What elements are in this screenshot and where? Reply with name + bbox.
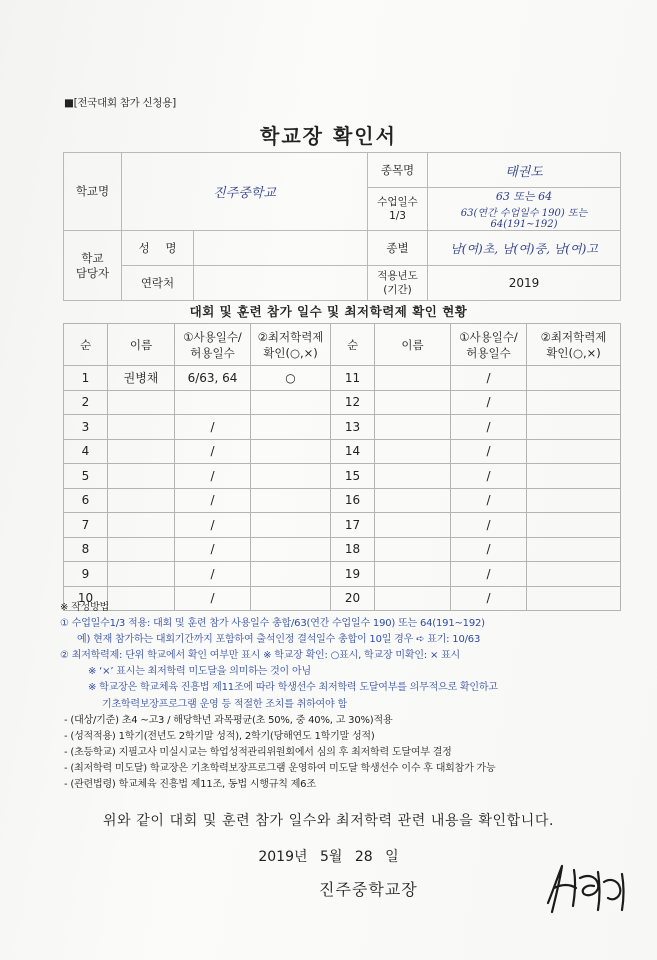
col-header-name: 이름 <box>108 324 175 366</box>
form-type-tag: ■[전국대회 참가 신청용] <box>64 97 176 109</box>
row-check <box>527 415 621 440</box>
row-no: 10 <box>64 586 108 611</box>
col-header-min-line1: ②최저학력제 <box>257 329 324 344</box>
notes-heading: ※ 작성방법 <box>60 602 109 613</box>
row-no: 17 <box>331 513 375 538</box>
col-header-days-right <box>451 324 527 366</box>
col-header-min <box>251 324 331 366</box>
event-label: 종목명 <box>368 153 428 188</box>
row-check <box>527 439 621 464</box>
row-no: 6 <box>64 488 108 513</box>
col-header-name-right: 이름 <box>375 324 451 366</box>
row-days <box>175 390 251 415</box>
table-row <box>64 537 621 562</box>
note-2: ② 최저학력제: 단위 학교에서 확인 여부만 표시 ※ 학교장 확인: ○표시, 학교장 미확인: × 표시 <box>60 650 461 662</box>
category-value: 남(여)초, 남(여)중, 남(여)고 <box>428 231 621 266</box>
school-staff-label <box>64 231 122 301</box>
school-name-value: 진주중학교 <box>122 153 368 231</box>
row-no: 5 <box>64 464 108 489</box>
row-days: / <box>175 513 251 538</box>
row-days: / <box>451 562 527 587</box>
school-name-label: 학교명 <box>64 153 122 231</box>
contact-value <box>194 266 368 301</box>
detail-1: - (대상/기준) 초4 ~고3 / 해당학년 과목평균(초 50%, 중 40%, 고 30%)적용 <box>64 714 393 726</box>
row-check <box>251 464 331 489</box>
row-name <box>375 513 451 538</box>
row-days: / <box>175 464 251 489</box>
class-days-value-line1: 63 또는 64 <box>495 190 553 203</box>
row-name <box>108 439 175 464</box>
row-no: 12 <box>331 390 375 415</box>
table-row <box>64 390 621 415</box>
row-check <box>527 488 621 513</box>
class-days-value-line2: 63(연간 수업일수 190) 또는 64(191~192) <box>460 208 588 230</box>
row-no: 2 <box>64 390 108 415</box>
info-table <box>63 152 621 301</box>
row-name <box>375 415 451 440</box>
row-name <box>108 390 175 415</box>
participant-table <box>63 323 621 611</box>
row-check <box>251 488 331 513</box>
table-row <box>64 366 621 391</box>
row-no: 19 <box>331 562 375 587</box>
row-name <box>108 488 175 513</box>
row-days: / <box>175 415 251 440</box>
contact-label: 연락처 <box>122 266 194 301</box>
row-check: ○ <box>251 366 331 391</box>
class-days-label-line1: 수업일수 <box>377 196 418 208</box>
row-check <box>251 513 331 538</box>
name-label: 성 명 <box>122 231 194 266</box>
note-1-line1: ① 수업일수1/3 적용: 대회 및 훈련 참가 사용일수 총합/63(연간 수업일수 190) 또는 64(191~192) <box>60 618 485 630</box>
name-value <box>194 231 368 266</box>
row-no: 8 <box>64 537 108 562</box>
col-header-days-right-line1: ①사용일수/ <box>459 329 518 344</box>
row-days: 6/63, 64 <box>175 366 251 391</box>
note-3-line1: ※ 학교장은 학교체육 진흥법 제11조에 따라 학생선수 최저학력 도달여부를 의무적으로 확인하고 <box>88 682 498 694</box>
row-no: 3 <box>64 415 108 440</box>
section-title: 대회 및 훈련 참가 일수 및 최저학력제 확인 현황 <box>189 304 468 319</box>
row-name <box>375 439 451 464</box>
row-name <box>375 488 451 513</box>
row-days: / <box>451 537 527 562</box>
row-name <box>108 415 175 440</box>
col-header-days-right-line2: 허용일수 <box>466 345 511 360</box>
row-no: 16 <box>331 488 375 513</box>
row-days: / <box>175 439 251 464</box>
col-header-days-line1: ①사용일수/ <box>183 329 242 344</box>
applied-year-value: 2019 <box>428 266 621 301</box>
row-no: 11 <box>331 366 375 391</box>
table-row <box>64 488 621 513</box>
school-staff-label-line2: 담당자 <box>75 265 110 280</box>
applied-year-label-line1: 적용년도 <box>377 270 418 282</box>
row-name <box>375 390 451 415</box>
col-header-min-right <box>527 324 621 366</box>
class-days-label-line2: 1/3 <box>389 210 406 222</box>
row-days: / <box>451 586 527 611</box>
row-no: 4 <box>64 439 108 464</box>
row-no: 18 <box>331 537 375 562</box>
row-check <box>527 366 621 391</box>
table-row <box>64 415 621 440</box>
row-name <box>375 537 451 562</box>
row-days: / <box>451 488 527 513</box>
event-value: 태권도 <box>428 153 621 188</box>
note-3-line2: 기초학력보장프로그램 운영 등 적절한 조치를 취하여야 함 <box>102 698 347 710</box>
principal-title: 진주중학교장 <box>319 880 418 899</box>
row-days: / <box>175 586 251 611</box>
table-row <box>64 464 621 489</box>
table-row <box>64 513 621 538</box>
row-days: / <box>451 513 527 538</box>
col-header-no: 순 <box>64 324 108 366</box>
row-name <box>375 366 451 391</box>
row-check <box>527 537 621 562</box>
col-header-days <box>175 324 251 366</box>
col-header-no-right: 순 <box>331 324 375 366</box>
row-name <box>108 513 175 538</box>
row-days: / <box>175 562 251 587</box>
row-days: / <box>451 464 527 489</box>
row-no: 9 <box>64 562 108 587</box>
table-row <box>64 562 621 587</box>
row-check <box>527 464 621 489</box>
col-header-min-right-line1: ②최저학력제 <box>540 329 607 344</box>
class-days-label <box>368 188 428 231</box>
applied-year-label <box>368 266 428 301</box>
note-2-sub: ※ ‘×’ 표시는 최저학력 미도달을 의미하는 것이 아님 <box>88 666 311 678</box>
row-name <box>108 464 175 489</box>
row-name <box>108 562 175 587</box>
detail-4: - (최저학력 미도달) 학교장은 기초학력보장프로그램 운영하여 미도달 학생선수 이수 후 대회참가 가능 <box>64 762 496 774</box>
school-staff-label-line1: 학교 <box>81 250 104 265</box>
table-header-row <box>64 324 621 366</box>
category-label: 종별 <box>368 231 428 266</box>
row-check <box>251 390 331 415</box>
row-name <box>375 464 451 489</box>
participant-rows <box>64 366 621 611</box>
row-check <box>527 562 621 587</box>
row-no: 7 <box>64 513 108 538</box>
row-days: / <box>175 488 251 513</box>
principal-signature <box>540 858 630 918</box>
row-check <box>251 562 331 587</box>
row-days: / <box>451 439 527 464</box>
row-no: 13 <box>331 415 375 440</box>
table-row <box>64 439 621 464</box>
row-days: / <box>451 390 527 415</box>
detail-2: - (성적적용) 1학기(전년도 2학기말 성적), 2학기(당해연도 1학기말 성적) <box>64 730 375 742</box>
row-check <box>527 513 621 538</box>
row-check <box>251 537 331 562</box>
row-no: 20 <box>331 586 375 611</box>
row-name <box>108 537 175 562</box>
row-days: / <box>451 415 527 440</box>
row-check <box>251 415 331 440</box>
row-name: 권병채 <box>108 366 175 391</box>
applied-year-label-line2: (기간) <box>383 284 412 296</box>
detail-3: - (초등학교) 지필고사 미실시교는 학업성적관리위원회에서 심의 후 최저학력 도달여부 결정 <box>64 746 452 758</box>
row-no: 1 <box>64 366 108 391</box>
detail-5: - (관련법령) 학교체육 진흥법 제11조, 동법 시행규칙 제6조 <box>64 779 316 791</box>
row-days: / <box>451 366 527 391</box>
writing-instructions <box>60 600 630 793</box>
row-check <box>527 390 621 415</box>
page-title: 학교장 확인서 <box>260 124 397 148</box>
col-header-min-right-line2: 확인(○,×) <box>546 345 601 360</box>
row-no: 15 <box>331 464 375 489</box>
col-header-days-line2: 허용일수 <box>190 345 235 360</box>
signing-date: 2019년 5월 28 일 <box>258 849 399 865</box>
confirmation-statement: 위와 같이 대회 및 훈련 참가 일수와 최저학력 관련 내용을 확인합니다. <box>102 813 555 829</box>
row-days: / <box>175 537 251 562</box>
row-check <box>251 439 331 464</box>
col-header-min-line2: 확인(○,×) <box>263 345 318 360</box>
class-days-value <box>428 188 621 231</box>
row-name <box>375 562 451 587</box>
note-1-line2: 예) 현재 참가하는 대회기간까지 포함하여 출석인정 결석일수 총합이 10일 경우 ➪ 표기: 10/63 <box>77 634 481 646</box>
row-no: 14 <box>331 439 375 464</box>
